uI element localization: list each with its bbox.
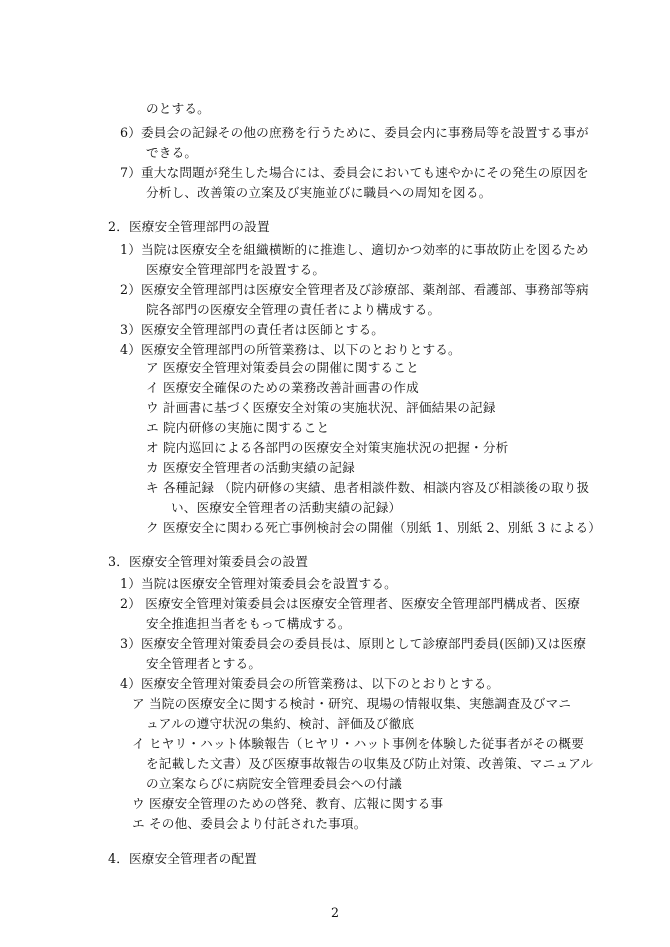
text-line: 6）委員会の記録その他の庶務を行うために、委員会内に事務局等を設置する事が (120, 125, 589, 140)
text-line: 安全管理者とする。 (146, 656, 262, 671)
text-line: 3）医療安全管理部門の責任者は医師とする。 (120, 322, 385, 337)
text-line: 7）重大な問題が発生した場合には、委員会においても速やかにその発生の原因を (120, 165, 589, 180)
list-item-continuation: い、医療安全管理者の活動実績の記録） (171, 500, 402, 515)
text-line: 分析し、改善策の立案及び実施並びに職員への周知を図る。 (146, 185, 492, 200)
list-item: オ 院内巡回による各部門の医療安全対策実施状況の把握・分析 (146, 440, 509, 455)
text-line: のとする。 (146, 101, 210, 116)
section-heading: 4．医療安全管理者の配置 (108, 851, 257, 866)
text-line: 医療安全管理部門を設置する。 (146, 262, 326, 277)
text-line: できる。 (146, 145, 198, 160)
section-heading: 3．医療安全管理対策委員会の設置 (108, 554, 309, 569)
list-item: ア 医療安全管理対策委員会の開催に関すること (146, 360, 419, 375)
list-item-continuation: ュアルの遵守状況の集約、検討、評価及び徹底 (146, 716, 415, 731)
list-item: エ その他、委員会より付託された事項。 (132, 816, 367, 831)
list-item-continuation: の立案ならびに病院安全管理委員会への付議 (146, 776, 402, 791)
list-item: ア 当院の医療安全に関する検討・研究、現場の情報収集、実態調査及びマニ (132, 696, 572, 711)
page-number: 2 (330, 905, 339, 920)
text-line: 1）当院は医療安全を組織横断的に推進し、適切かつ効率的に事故防止を図るため (120, 242, 589, 257)
list-item-continuation: を記載した文書）及び医療事故報告の収集及び防止対策、改善策、マニュアル (146, 756, 594, 771)
text-line: 院各部門の医療安全管理の責任者により構成する。 (146, 302, 441, 317)
text-line: 2）医療安全管理部門は医療安全管理者及び診療部、薬剤部、看護部、事務部等病 (120, 282, 589, 297)
text-line: 3）医療安全管理対策委員会の委員長は、原則として診療部門委員(医師)又は医療 (120, 636, 587, 651)
list-item: エ 院内研修の実施に関すること (146, 420, 330, 435)
list-item: イ ヒヤリ・ハット体験報告（ヒヤリ・ハット事例を体験した従事者がその概要 (132, 736, 584, 751)
section-heading: 2．医療安全管理部門の設置 (108, 219, 270, 234)
list-item: キ 各種記録 （院内研修の実績、患者相談件数、相談内容及び相談後の取り扱 (146, 480, 590, 495)
text-line: 安全推進担当者をもって構成する。 (146, 616, 351, 631)
list-item: カ 医療安全管理者の活動実績の記録 (146, 460, 355, 475)
text-line: 4）医療安全管理部門の所管業務は、以下のとおりとする。 (120, 342, 461, 357)
list-item: ウ 医療安全管理のための啓発、教育、広報に関する事 (132, 796, 444, 811)
text-line: 2） 医療安全管理対策委員会は医療安全管理者、医療安全管理部門構成者、医療 (120, 596, 581, 611)
list-item: ク 医療安全に関わる死亡事例検討会の開催（別紙 1、別紙 2、別紙 3 による） (146, 520, 602, 535)
list-item: ウ 計画書に基づく医療安全対策の実施状況、評価結果の記録 (146, 400, 496, 415)
list-item: イ 医療安全確保のための業務改善計画書の作成 (146, 380, 419, 395)
text-line: 4）医療安全管理対策委員会の所管業務は、以下のとおりとする。 (120, 676, 500, 691)
text-line: 1）当院は医療安全管理対策委員会を設置する。 (120, 576, 397, 591)
